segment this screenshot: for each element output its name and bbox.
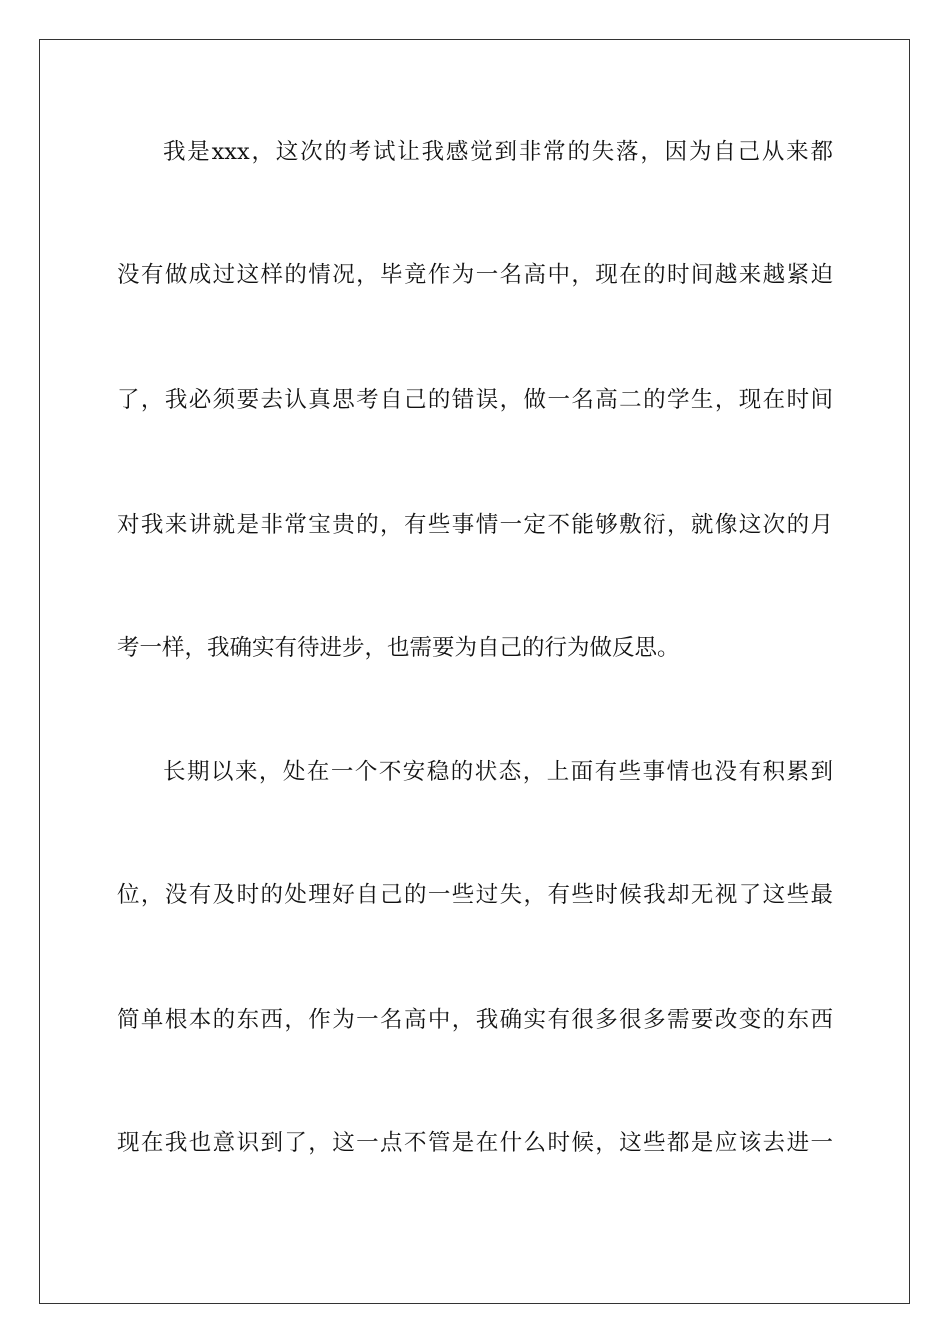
paragraph-2-line-4: 现在我也意识到了，这一点不管是在什么时候，这些都是应该去进一 xyxy=(117,1130,833,1156)
paragraph-2-line-3: 简单根本的东西，作为一名高中，我确实有很多很多需要改变的东西 xyxy=(117,1007,833,1033)
paragraph-1-line-5: 考一样，我确实有待进步，也需要为自己的行为做反思。 xyxy=(117,635,680,661)
paragraph-1-line-3: 了，我必须要去认真思考自己的错误，做一名高二的学生，现在时间 xyxy=(117,387,833,413)
paragraph-1-line-4: 对我来讲就是非常宝贵的，有些事情一定不能够敷衍，就像这次的月 xyxy=(117,512,833,538)
paragraph-2-line-1: 长期以来，处在一个不安稳的状态，上面有些事情也没有积累到 xyxy=(163,759,833,785)
page-frame xyxy=(39,39,910,1304)
paragraph-1-line-1: 我是xxx，这次的考试让我感觉到非常的失落，因为自己从来都 xyxy=(163,139,833,165)
paragraph-1-line-2: 没有做成过这样的情况，毕竟作为一名高中，现在的时间越来越紧迫 xyxy=(117,262,833,288)
paragraph-2-line-2: 位，没有及时的处理好自己的一些过失，有些时候我却无视了这些最 xyxy=(117,882,833,908)
